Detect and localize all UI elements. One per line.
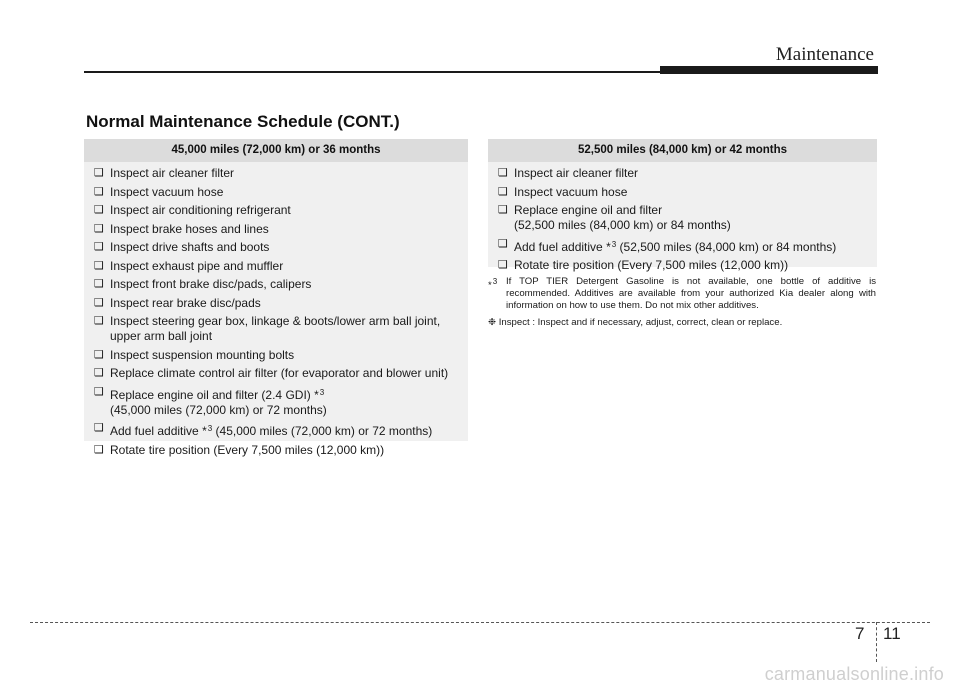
checkbox-icon: ❑ — [94, 296, 104, 309]
page-separator — [876, 622, 877, 662]
checklist-item-text: Inspect front brake disc/pads, calipers — [110, 277, 312, 291]
section-title: Normal Maintenance Schedule (CONT.) — [86, 112, 400, 131]
checklist-item-text: Inspect air conditioning refrigerant — [110, 203, 291, 217]
checkbox-icon: ❑ — [94, 348, 104, 361]
checklist-item-text: Replace engine oil and filter (52,500 miles (84,000 km) or 84 months) — [514, 203, 731, 232]
checklist-item — [498, 237, 871, 255]
checkbox-icon: ❑ — [498, 185, 508, 198]
checklist-item — [94, 277, 462, 292]
checklist-item-text: Inspect vacuum hose — [514, 184, 628, 199]
checkbox-icon: ❑ — [94, 185, 104, 198]
checkbox-icon: ❑ — [94, 385, 104, 398]
checklist-item-text: Inspect brake hoses and lines — [110, 221, 269, 236]
checkbox-icon: ❑ — [94, 443, 104, 456]
checklist-item — [94, 240, 462, 255]
checkbox-icon: ❑ — [94, 315, 104, 327]
checkbox-icon: ❑ — [94, 278, 104, 290]
checklist-item — [498, 203, 871, 233]
checklist-item-text: Replace engine oil and filter (2.4 GDI) *$^3$ (45,000 miles (72,000 km) or 72 months) — [110, 387, 327, 417]
checkbox-icon: ❑ — [94, 241, 104, 253]
page-number: 11 — [883, 624, 901, 643]
footnote-mark: *$^3$ — [488, 277, 498, 291]
inspect-legend-text: Inspect : Inspect and if necessary, adjust, correct, clean or replace. — [498, 317, 783, 328]
checklist-item — [498, 166, 871, 181]
checklist-item — [94, 348, 462, 363]
checklist-item-text: Inspect drive shafts and boots — [110, 240, 270, 254]
checklist-item-text: Add fuel additive *$^3$ (45,000 miles (72,000 km) or 72 months) — [110, 424, 433, 438]
checklist-item — [94, 366, 462, 381]
checkbox-icon: ❑ — [94, 204, 104, 216]
checkbox-icon: ❑ — [94, 259, 104, 272]
checklist-item — [94, 166, 462, 181]
schedule-heading-52500: 52,500 miles (84,000 km) or 42 months — [488, 139, 877, 162]
schedule-heading-45000: 45,000 miles (72,000 km) or 36 months — [84, 139, 468, 162]
header-rule-block — [660, 66, 878, 74]
schedule-box-52500 — [488, 139, 877, 272]
page-chapter: 7 — [855, 624, 865, 643]
checkbox-icon: ❑ — [94, 422, 104, 434]
checklist-item — [94, 296, 462, 311]
checklist-item-text: Inspect steering gear box, linkage & boots/lower arm ball joint, upper arm ball joint — [110, 314, 441, 343]
checklist-item — [94, 421, 462, 439]
checklist-item — [498, 258, 871, 273]
checklist-item-text: Rotate tire position (Every 7,500 miles (12,000 km)) — [110, 442, 385, 457]
header-rule — [84, 71, 660, 73]
checklist-item — [94, 259, 462, 274]
schedule-items-52500 — [488, 162, 877, 279]
footnote-text: If TOP TIER Detergent Gasoline is not available, one bottle of additive is recommended. Additives are available from your authorized Kia dealer along with information on how to use them. Do not mix other additives. — [506, 276, 876, 311]
schedule-box-45000 — [84, 139, 468, 457]
checklist-item-text: Replace climate control air filter (for evaporator and blower unit) — [110, 366, 449, 380]
checklist-item — [94, 443, 462, 458]
checkbox-icon: ❑ — [498, 167, 508, 179]
checkbox-icon: ❑ — [498, 204, 508, 216]
checklist-item-text: Inspect vacuum hose — [110, 184, 224, 199]
checkbox-icon: ❑ — [94, 222, 104, 235]
schedule-items-45000 — [84, 162, 468, 463]
inspect-legend — [488, 317, 876, 329]
checklist-item — [498, 185, 871, 200]
checklist-item-text: Add fuel additive *$^3$ (52,500 miles (84,000 km) or 84 months) — [514, 239, 837, 254]
watermark: carmanualsonline.info — [764, 664, 944, 684]
header-title: Maintenance — [775, 44, 874, 65]
inspect-mark: ❉ — [488, 317, 497, 328]
checklist-item-text: Inspect air cleaner filter — [110, 166, 235, 180]
checklist-item-text: Rotate tire position (Every 7,500 miles (12,000 km)) — [514, 258, 789, 272]
checklist-item — [94, 185, 462, 200]
checklist-item-text: Inspect rear brake disc/pads — [110, 295, 261, 310]
checkbox-icon: ❑ — [498, 237, 508, 250]
checklist-item — [94, 222, 462, 237]
checklist-item — [94, 203, 462, 218]
checklist-item-text: Inspect suspension mounting bolts — [110, 347, 295, 362]
footnote-additive — [488, 276, 876, 312]
checkbox-icon: ❑ — [94, 167, 104, 179]
checklist-item — [94, 314, 462, 344]
checkbox-icon: ❑ — [498, 259, 508, 271]
checklist-item-text: Inspect air cleaner filter — [514, 166, 639, 180]
checklist-item-text: Inspect exhaust pipe and muffler — [110, 258, 284, 273]
checkbox-icon: ❑ — [94, 367, 104, 379]
footer-rule — [30, 622, 930, 623]
checklist-item — [94, 385, 462, 418]
